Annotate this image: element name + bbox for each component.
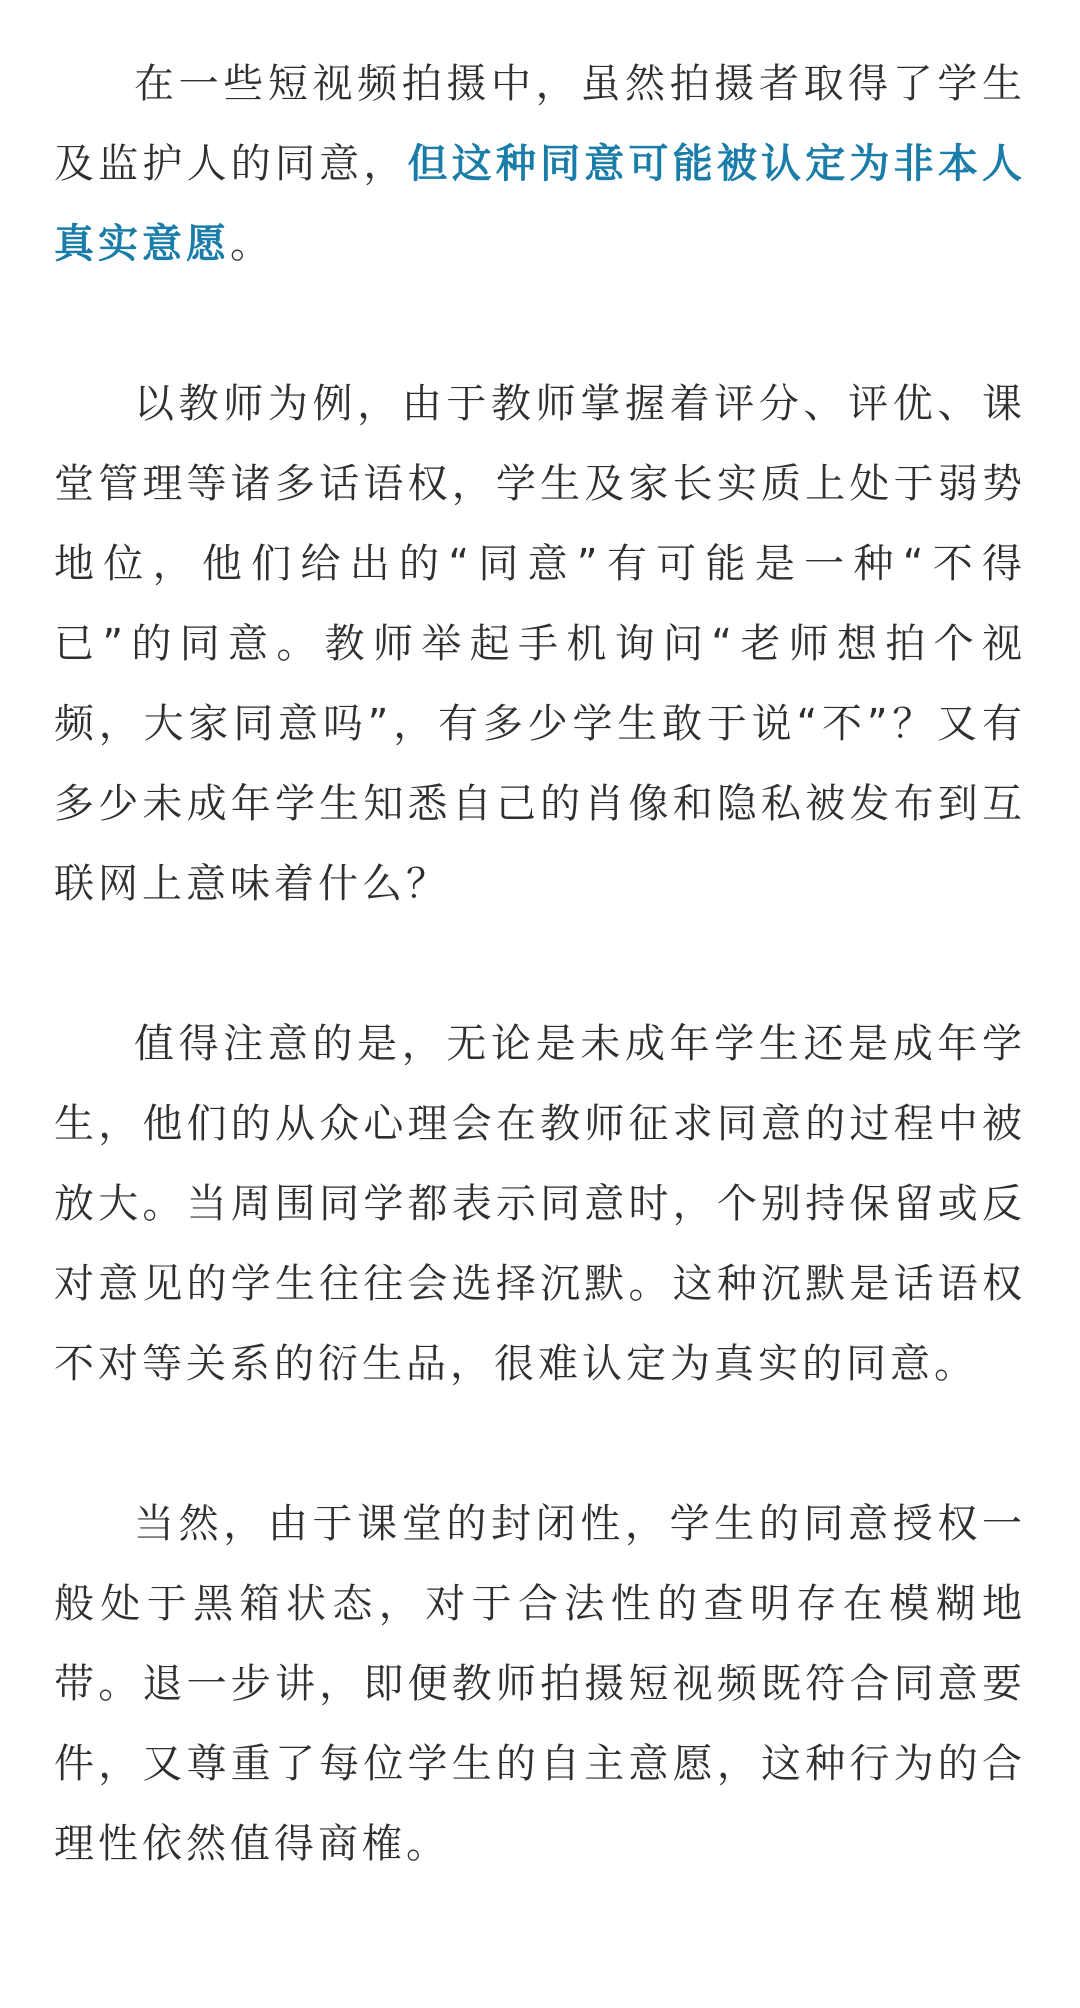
highlighted-text: 但这种同意可能被认定为非本人真实意愿	[54, 141, 1027, 267]
paragraph-1	[54, 44, 1026, 284]
paragraph-3: 值得注意的是，无论是未成年学生还是成年学生，他们的从众心理会在教师征求同意的过程中被放大。当周围同学都表示同意时，个别持保留或反对意见的学生往往会选择沉默。这种沉默是话语权不对等关系的衍生品，很难认定为真实的同意。	[54, 1021, 1026, 1387]
paragraph-2: 以教师为例，由于教师掌握着评分、评优、课堂管理等诸多话语权，学生及家长实质上处于弱势地位，他们给出的“同意”有可能是一种“不得已”的同意。教师举起手机询问“老师想拍个视频，大家同意吗”，有多少学生敢于说“不”？又有多少未成年学生知悉自己的肖像和隐私被发布到互联网上意味着什么？	[54, 381, 1026, 907]
paragraph-1-text: 在一些短视频拍摄中，虽然拍摄者取得了学生及监护人的同意，	[54, 61, 1026, 187]
paragraph-4: 当然，由于课堂的封闭性，学生的同意授权一般处于黑箱状态，对于合法性的查明存在模糊地带。退一步讲，即便教师拍摄短视频既符合同意要件，又尊重了每位学生的自主意愿，这种行为的合理性依然值得商榷。	[54, 1501, 1026, 1867]
paragraph-1-ending: 。	[230, 221, 274, 267]
